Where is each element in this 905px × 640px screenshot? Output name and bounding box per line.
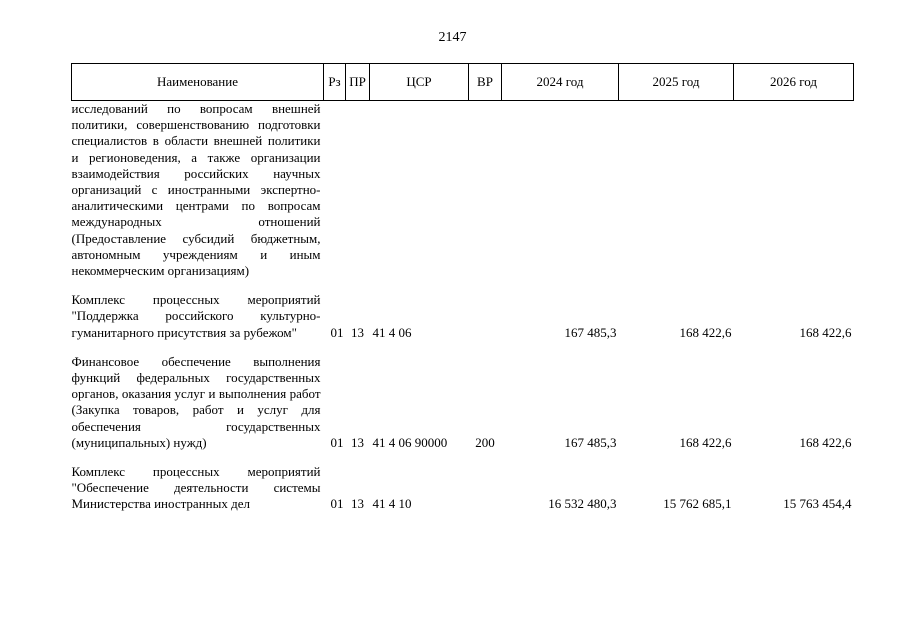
row-gap: [72, 341, 854, 354]
table-row: [72, 292, 854, 341]
header-vr: ВР: [469, 64, 502, 101]
row-name: Финансовое обеспечение выполнения функций федеральных государственных органов, оказания услуг и выполнения работ (Закупка товаров, работ и услуг для обеспечения государственных (муниципальных) нужд): [71, 353, 321, 450]
row-vr: 200: [475, 434, 495, 450]
row-csr: 41 4 10: [372, 496, 412, 512]
table-row: [72, 354, 854, 451]
row-rz: 01: [330, 496, 344, 512]
row-gap: [72, 279, 854, 292]
header-name: Наименование: [72, 64, 324, 101]
row-name: Комплекс процессных мероприятий "Обеспечение деятельности системы Министерства иностранных дел: [71, 464, 321, 512]
budget-table: [71, 63, 854, 513]
row-pr: 13: [351, 324, 364, 340]
row-pr: 13: [351, 496, 364, 512]
header-row: [72, 64, 854, 101]
row-2026: [734, 101, 854, 280]
row-vr: [469, 292, 502, 341]
row-pr: [346, 101, 370, 280]
header-rz: Рз: [324, 64, 346, 101]
row-rz: 01: [330, 434, 344, 450]
page-number: 2147: [438, 30, 467, 45]
table-row: [72, 464, 854, 513]
header-pr: ПР: [346, 64, 370, 101]
row-2025: 168 422,6: [679, 434, 732, 450]
row-2024: 167 485,3: [564, 324, 617, 340]
row-rz: [324, 101, 346, 280]
header-2025: 2025 год: [619, 64, 734, 101]
row-2024: 167 485,3: [564, 434, 617, 450]
row-csr: [370, 101, 469, 280]
row-2025: 168 422,6: [679, 324, 732, 340]
header-csr: ЦСР: [370, 64, 469, 101]
row-2024: [502, 101, 619, 280]
row-csr: 41 4 06 90000: [372, 434, 448, 450]
row-vr: [469, 464, 502, 513]
row-gap: [72, 451, 854, 464]
row-2025: 15 762 685,1: [663, 496, 732, 512]
row-rz: 01: [330, 324, 344, 340]
row-name: Комплекс процессных мероприятий "Поддержка российского культурно-гуманитарного присутствия за рубежом": [71, 292, 321, 340]
header-2024: 2024 год: [502, 64, 619, 101]
row-csr: 41 4 06: [372, 324, 412, 340]
header-2026: 2026 год: [734, 64, 854, 101]
row-2024: 16 532 480,3: [548, 496, 617, 512]
row-2025: [619, 101, 734, 280]
row-2026: 15 763 454,4: [783, 496, 852, 512]
row-name: исследований по вопросам внешней политики, совершенствованию подготовки специалистов в области внешней политики и регионоведения, а также организации взаимодействия российских научных организаций с иностранными экспертно-аналитическими центрами по вопросам международных отношений (Предоставление субсидий бюджетным, автономным учреждениям и иным некоммерческим организациям): [71, 101, 321, 279]
row-2026: 168 422,6: [799, 434, 852, 450]
row-vr: [469, 101, 502, 280]
row-pr: 13: [351, 434, 364, 450]
row-2026: 168 422,6: [799, 324, 852, 340]
table-row: [72, 101, 854, 280]
